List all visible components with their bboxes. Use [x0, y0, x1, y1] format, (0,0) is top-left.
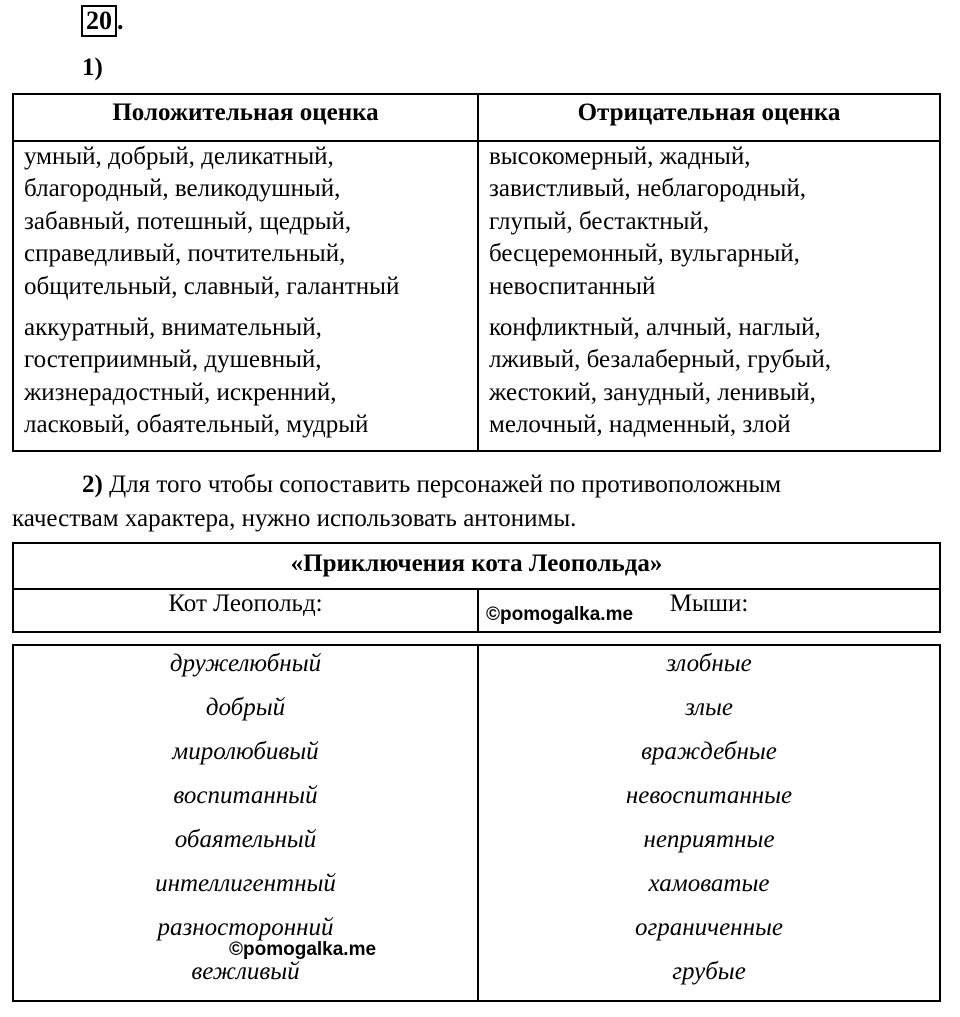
leopold-column-header: Кот Леопольд: [168, 590, 323, 617]
evaluation-table-divider [477, 95, 479, 450]
watermark: ©pomogalka.me [229, 939, 377, 960]
mice-traits [479, 646, 939, 998]
mice-trait: грубые [672, 958, 746, 985]
part2-first-line [12, 468, 912, 502]
part1-label: 1) [82, 54, 103, 81]
leopold-trait: добрый [205, 694, 286, 721]
positive-line: аккуратный, внимательный, [24, 314, 322, 341]
negative-line: завистливый, неблагородный, [489, 175, 806, 203]
cartoon-title: «Приключения кота Леопольда» [14, 544, 939, 590]
positive-line: умный, добрый, деликатный, [24, 143, 334, 170]
antonyms-table [12, 644, 941, 1002]
positive-line: жизнерадостный, искренний, [24, 378, 337, 406]
positive-line: общительный, славный, галантный [24, 272, 400, 300]
leopold-trait: дружелюбный [169, 650, 322, 677]
negative-header: Отрицательная оценка [577, 99, 841, 126]
leopold-trait: интеллигентный [155, 870, 336, 897]
negative-words-block-1 [489, 141, 806, 303]
positive-line: забавный, потешный, щедрый, [24, 207, 352, 235]
leopold-trait: вежливый [191, 958, 300, 985]
characters-header-table [12, 542, 941, 633]
mice-trait: неприятные [643, 826, 775, 853]
part2-text-1: Для того чтобы сопоставить персонажей по противоположным [102, 471, 782, 498]
exercise-number-box: 20 [81, 5, 117, 37]
positive-line: ласковый, обаятельный, мудрый [24, 411, 369, 439]
negative-line: лживый, безалаберный, грубый, [489, 346, 831, 374]
negative-line: мелочный, надменный, злой [489, 411, 791, 439]
negative-line: жестокий, занудный, ленивый, [489, 378, 816, 406]
positive-line: справедливый, почтительный, [24, 240, 346, 268]
exercise-number-dot: . [117, 6, 124, 35]
part2-text-2: качествам характера, нужно использовать антонимы. [12, 505, 577, 532]
leopold-trait: обаятельный [174, 826, 317, 853]
negative-line: бесцеремонный, вульгарный, [489, 240, 800, 268]
positive-line: гостеприимный, душевный, [24, 346, 322, 374]
negative-words-block-2 [489, 312, 831, 442]
mice-trait: невоспитанные [625, 782, 793, 809]
part2-label: 2) [82, 471, 103, 498]
positive-header: Положительная оценка [112, 99, 379, 126]
negative-line: высокомерный, жадный, [489, 143, 751, 170]
mice-column-header: Мыши: [669, 590, 749, 617]
leopold-trait: воспитанный [173, 782, 318, 809]
positive-words-block-2 [24, 312, 368, 442]
leopold-trait: миролюбивый [172, 738, 319, 765]
watermark: ©pomogalka.me [486, 604, 634, 625]
part2-paragraph [12, 468, 912, 536]
positive-line: благородный, великодушный, [24, 175, 341, 203]
mice-trait: злобные [666, 650, 752, 677]
negative-line: невоспитанный [489, 272, 656, 300]
mice-trait: хамоватые [648, 870, 770, 897]
mice-trait: враждебные [641, 738, 777, 765]
evaluation-table [12, 93, 941, 452]
positive-words-block-1 [24, 141, 399, 303]
negative-line: глупый, бестактный, [489, 207, 710, 235]
negative-line: конфликтный, алчный, наглый, [489, 314, 821, 341]
leopold-trait: разносторонний [157, 914, 334, 941]
mice-trait: злые [684, 694, 734, 721]
exercise-number [81, 5, 124, 37]
mice-trait: ограниченные [634, 914, 783, 941]
